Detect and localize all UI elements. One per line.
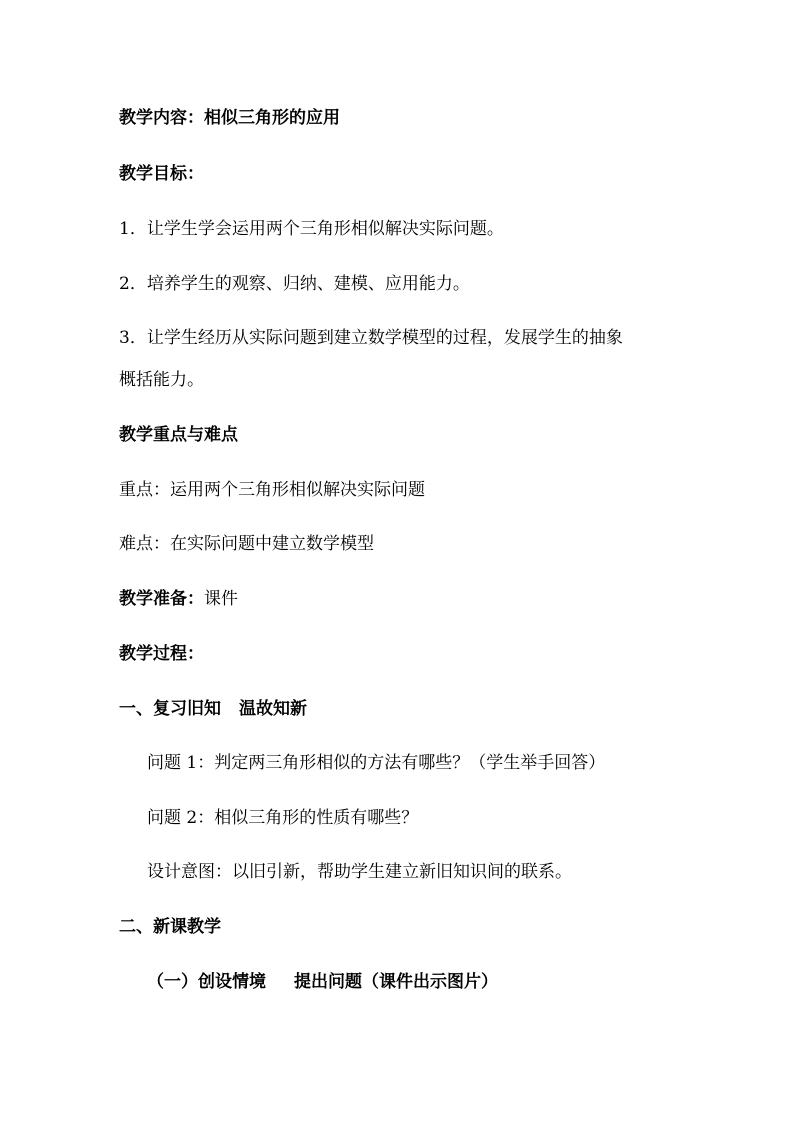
section1-heading-a: 一、复习旧知 (119, 699, 221, 719)
preparation (119, 587, 238, 611)
content-title-label: 教学内容： (119, 108, 204, 128)
question-1: 问题 1：判定两三角形相似的方法有哪些？（学生举手回答） (147, 753, 606, 773)
section1-heading (119, 697, 307, 721)
question-2: 问题 2：相似三角形的性质有哪些？ (147, 808, 419, 828)
key-points-heading: 教学重点与难点 (119, 425, 238, 445)
preparation-label: 教学准备： (119, 589, 204, 609)
design-intent: 设计意图：以旧引新，帮助学生建立新旧知识间的联系。 (147, 862, 572, 882)
objectives-heading: 教学目标： (119, 164, 204, 184)
key-point: 重点：运用两个三角形相似解决实际问题 (119, 480, 425, 500)
process-heading: 教学过程： (119, 644, 204, 664)
section2-heading: 二、新课教学 (119, 917, 221, 937)
content-title-value: 相似三角形的应用 (204, 108, 340, 128)
difficult-point: 难点：在实际问题中建立数学模型 (119, 534, 374, 554)
section2-subheading (147, 970, 498, 994)
content-title (119, 106, 340, 130)
section2-sub-a: （一）创设情境 (147, 972, 266, 992)
section2-sub-b: 提出问题（课件出示图片） (294, 972, 498, 992)
preparation-value: 课件 (204, 589, 238, 609)
objective-item: 2．培养学生的观察、归纳、建模、应用能力。 (119, 274, 470, 294)
section1-heading-b: 温故知新 (239, 699, 307, 719)
objective-item-continued: 概括能力。 (119, 370, 204, 390)
objective-item: 3．让学生经历从实际问题到建立数学模型的过程，发展学生的抽象 (119, 328, 623, 348)
objective-item: 1．让学生学会运用两个三角形相似解决实际问题。 (119, 219, 504, 239)
